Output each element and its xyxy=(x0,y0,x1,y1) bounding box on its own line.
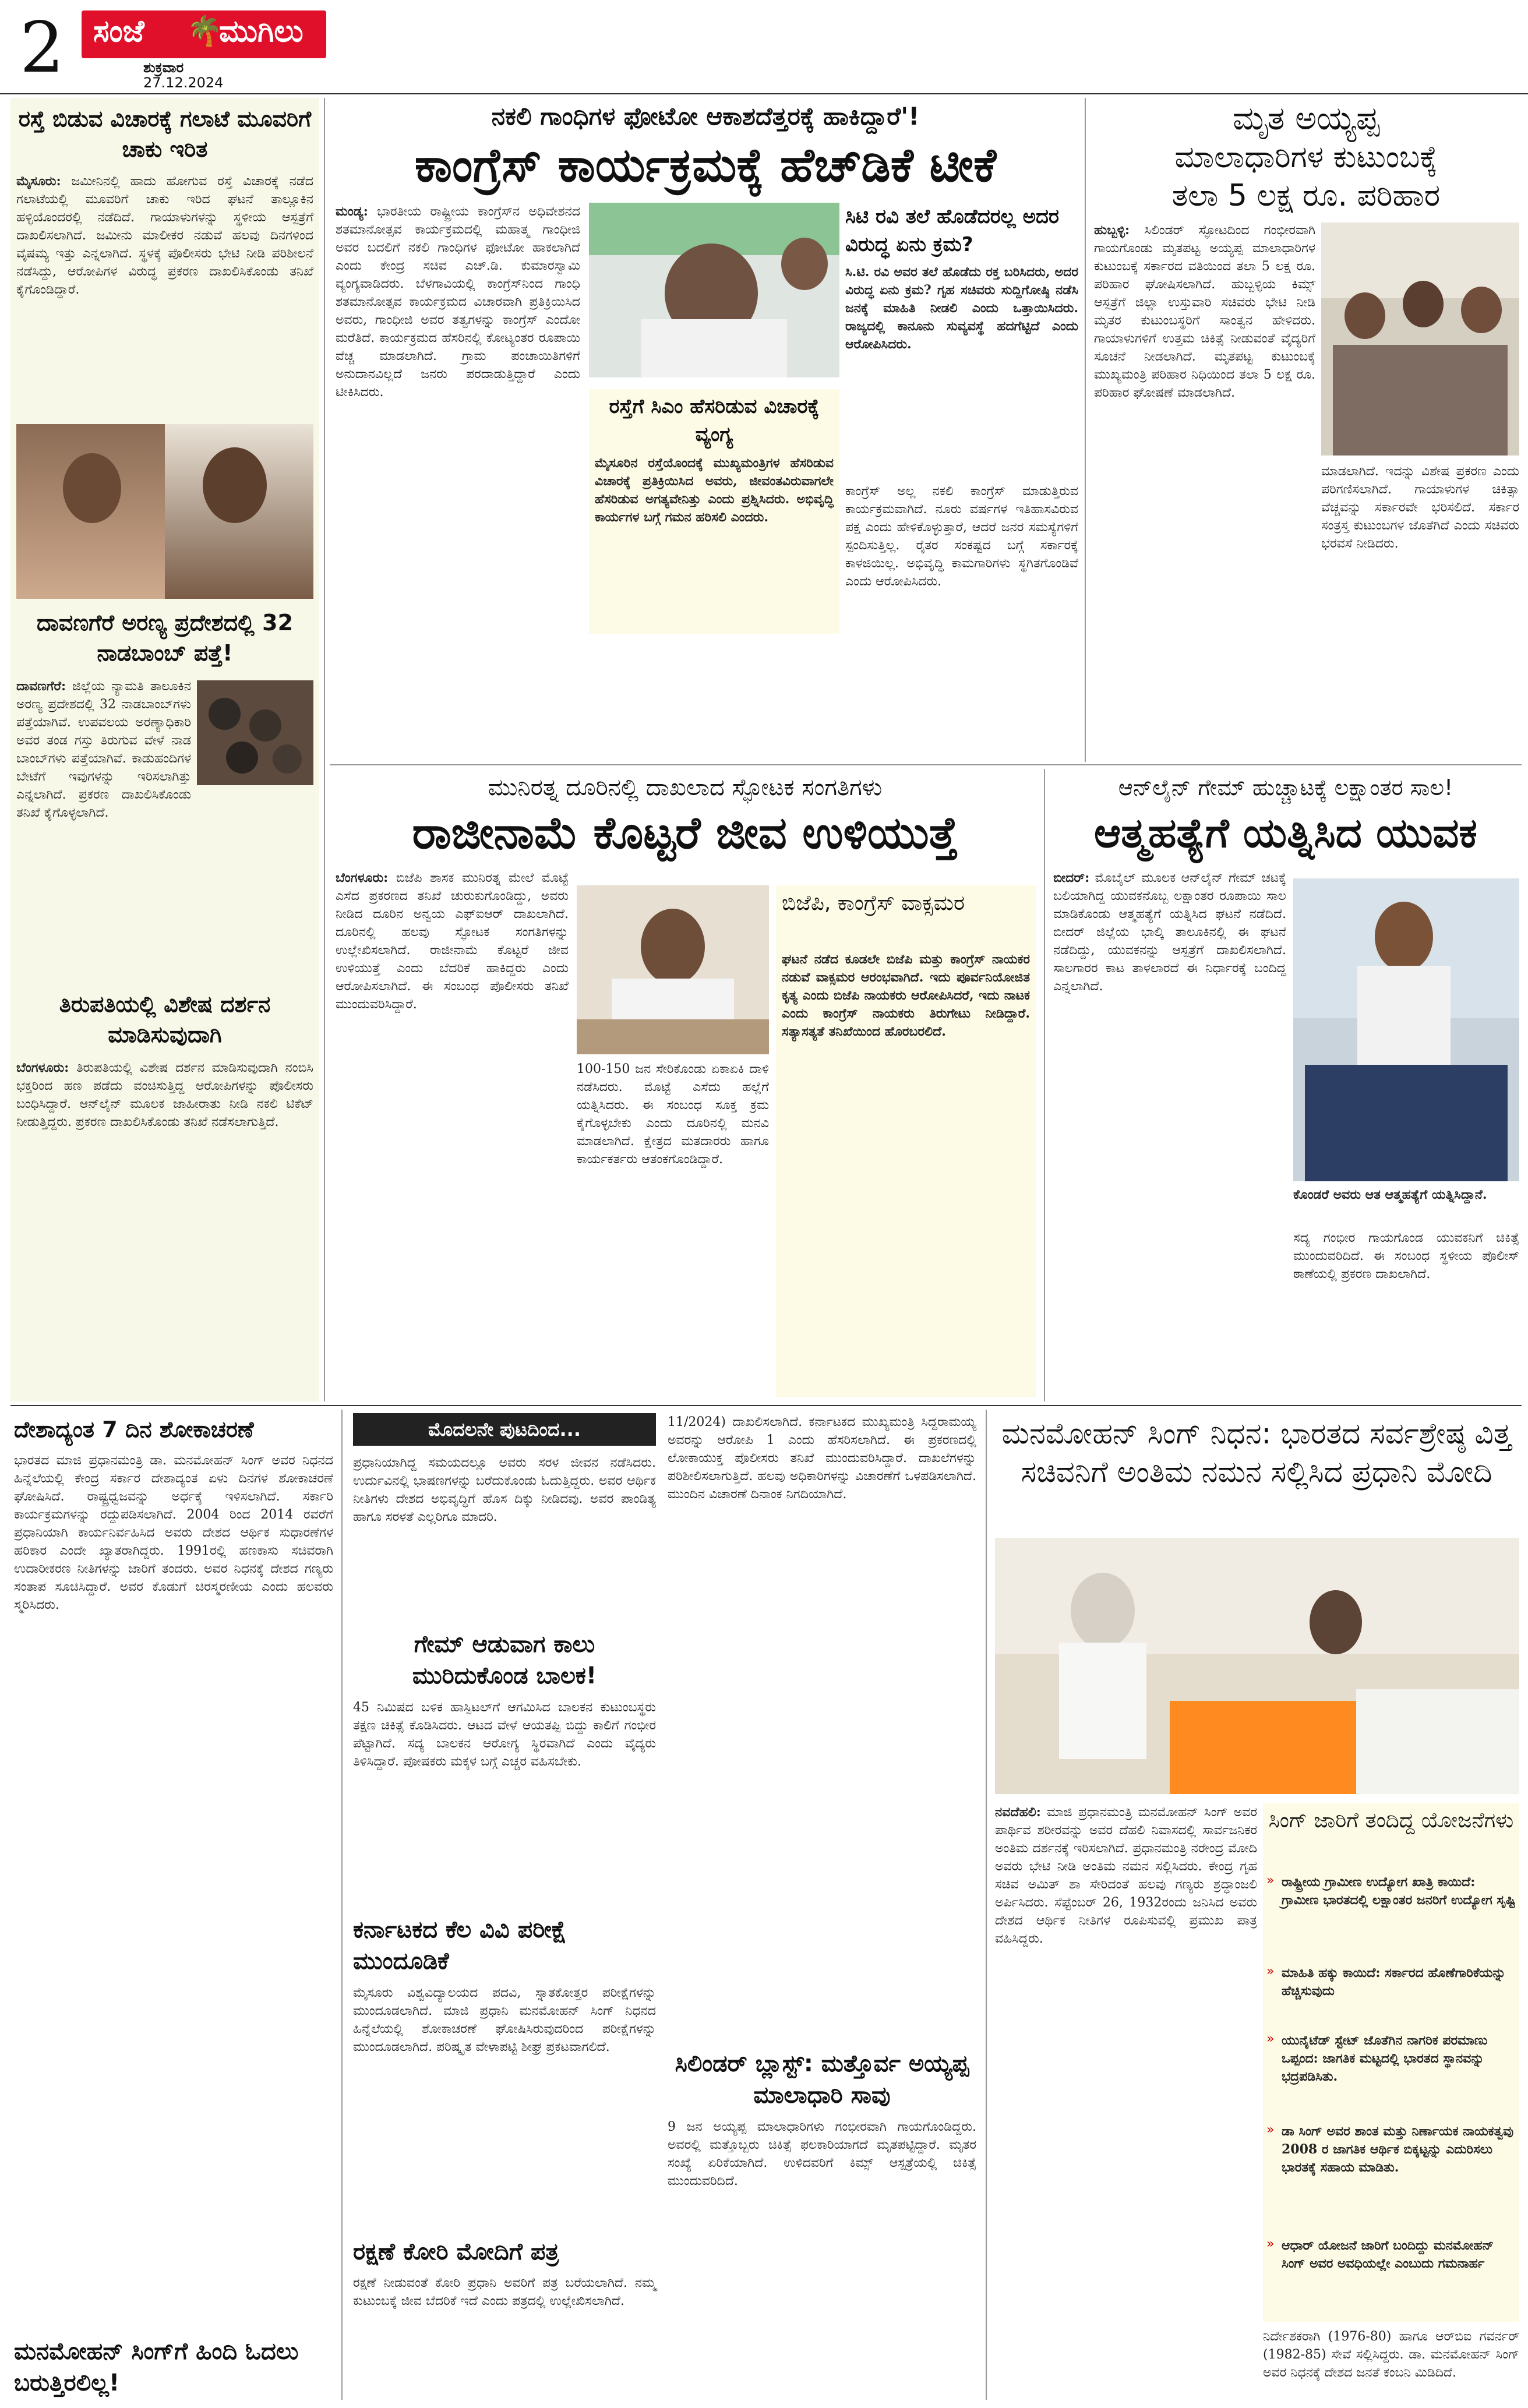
photo-munirathna xyxy=(577,885,769,1054)
story-headline-letter-modi: ರಕ್ಷಣೆ ಕೋರಿ ಮೋದಿಗೆ ಪತ್ರ xyxy=(353,2238,559,2265)
story-headline-bombs: ದಾವಣಗೆರೆ ಅರಣ್ಯ ಪ್ರದೇಶದಲ್ಲಿ 32 ನಾಡಬಾಂಬ್ ಪತ್ತೆ! xyxy=(36,610,294,666)
bottom-right-story xyxy=(991,1410,1522,2400)
story-body-ayyappa xyxy=(1094,221,1315,757)
story-text: ತಿರುಪತಿಯಲ್ಲಿ ವಿಶೇಷ ದರ್ಶನ ಮಾಡಿಸುವುದಾಗಿ ನಂಬಿಸಿ ಭಕ್ತರಿಂದ ಹಣ ಪಡೆದು ವಂಚಿಸುತ್ತಿದ್ದ ಆರೋಪಿಗಳನ್ನು ಪೊಲೀಸರು ಬಂಧಿಸಿದ್ದಾರೆ. ಆನ್‌ಲೈನ್ ಮೂಲಕ ಜಾಹೀರಾತು ನೀಡಿ ನಕಲಿ ಟಿಕೆಟ್‌ ನೀಡುತ್ತಿದ್ದರು. ಪ್ರಕರಣ ದಾಖಲಿಸಿಕೊಂಡು ತನಿಖೆ ನಡೆಸಲಾಗುತ್ತಿದೆ. xyxy=(16,1061,313,1129)
story-text: ಮೊಬೈಲ್ ಮೂಲಕ ಆನ್‌ಲೈನ್ ಗೇಮ್ ಚಟಕ್ಕೆ ಬಲಿಯಾಗಿದ್ದ ಯುವಕನೊಬ್ಬ ಲಕ್ಷಾಂತರ ರೂಪಾಯಿ ಸಾಲ ಮಾಡಿಕೊಂಡು ಆತ್ಮಹತ್ಯೆಗೆ ಯತ್ನಿಸಿದ ಘಟನೆ ನಡೆದಿದೆ. ಬೀದರ್ ಜಿಲ್ಲೆಯ ಭಾಲ್ಕಿ ತಾಲೂಕಿನಲ್ಲಿ ಈ ಘಟನೆ ನಡೆದಿದ್ದು, ಯುವಕನನ್ನು ಆಸ್ಪತ್ರೆಗೆ ದಾಖಲಿಸಲಾಗಿದೆ. ಸಾಲಗಾರರ ಕಾಟ ತಾಳಲಾರದೆ ಈ ನಿರ್ಧಾರಕ್ಕೆ ಬಂದಿದ್ದ ಎನ್ನಲಾಗಿದೆ. xyxy=(1053,871,1286,994)
dateline: ದಾವಣಗೆರೆ: xyxy=(16,679,66,694)
bottom-left-column xyxy=(10,1410,337,2400)
story-body-bombs xyxy=(16,677,191,980)
story-kicker-online-game: ಆನ್‌ಲೈನ್ ಗೇಮ್ ಹುಚ್ಚಾಟಕ್ಕೆ ಲಕ್ಷಾಂತರ ಸಾಲ! xyxy=(1118,775,1453,800)
schemes-item xyxy=(1266,2237,1516,2318)
column-divider xyxy=(1085,98,1086,762)
story-body-tirupati xyxy=(16,1059,313,1397)
story-body-game-boy: 45 ನಿಮಿಷದ ಬಳಿಕ ಹಾಸ್ಪಿಟಲ್‌ಗೆ ಆಗಮಿಸಿದ ಬಾಲಕನ ಕುಟುಂಬಸ್ಥರು ತಕ್ಷಣ ಚಿಕಿತ್ಸೆ ಕೊಡಿಸಿದರು. ಆಟದ ವೇಳೆ ಆಯತಪ್ಪಿ ಬಿದ್ದು ಕಾಲಿಗೆ ಗಂಭೀರ ಪೆಟ್ಟಾಗಿದೆ. ಸದ್ಯ ಬಾಲಕನ ಆರೋಗ್ಯ ಸ್ಥಿರವಾಗಿದೆ ಎಂದು ವೈದ್ಯರು ತಿಳಿಸಿದ್ದಾರೆ. ಪೋಷಕರು ಮಕ್ಕಳ ಬಗ್ಗೆ ಎಚ್ಚರ ವಹಿಸಬೇಕು. xyxy=(353,1700,656,1769)
sidebar-headline-ct-ravi: ಸಿಟಿ ರವಿ ತಲೆ ಹೊಡೆದರಲ್ಲ ಅದರ ವಿರುದ್ಧ ಏನು ಕ್ರಮ? xyxy=(845,205,1059,256)
section-rule xyxy=(10,1405,1522,1406)
story-headline-ayyappa-3: ತಲಾ 5 ಲಕ್ಷ ರೂ. ಪರಿಹಾರ xyxy=(1171,178,1441,213)
pointer-icon: » xyxy=(1266,1964,1275,1979)
story-headline-ayyappa-2: ಮಾಲಾಧಾರಿಗಳ ಕುಟುಂಬಕ್ಕೆ xyxy=(1174,140,1438,175)
masthead-rule xyxy=(0,93,1528,94)
story-headline-manmohan: ಮನಮೋಹನ್ ಸಿಂಗ್ ನಿಧನ: ಭಾರತದ ಸರ್ವಶ್ರೇಷ್ಠ ವಿತ್ತ ಸಚಿವನಿಗೆ ಅಂತಿಮ ನಮನ ಸಲ್ಲಿಸಿದ ಪ್ರಧಾನಿ ಮೋದಿ xyxy=(1001,1417,1512,1489)
page-number: 2 xyxy=(20,8,65,89)
story-body-cylinder-blast: 9 ಜನ ಅಯ್ಯಪ್ಪ ಮಾಲಾಧಾರಿಗಳು ಗಂಭೀರವಾಗಿ ಗಾಯಗೊಂಡಿದ್ದರು. ಅವರಲ್ಲಿ ಮತ್ತೊಬ್ಬರು ಚಿಕಿತ್ಸೆ ಫಲಕಾರಿಯಾಗದೆ ಮೃತಪಟ್ಟಿದ್ದಾರೆ. ಮೃತರ ಸಂಖ್ಯೆ ಏರಿಕೆಯಾಗಿದೆ. ಉಳಿದವರಿಗೆ ಕಿಮ್ಸ್ ಆಸ್ಪತ್ರೆಯಲ್ಲಿ ಚಿಕಿತ್ಸೆ ಮುಂದುವರಿದಿದೆ. xyxy=(668,2120,976,2188)
dateline: ಮೈಸೂರು: xyxy=(16,174,61,189)
schemes-item-text: ಮಾಹಿತಿ ಹಕ್ಕು ಕಾಯಿದೆ: ಸರ್ಕಾರದ ಹೊಣೆಗಾರಿಕೆಯನ್ನು ಹೆಚ್ಚಿಸುವುದು xyxy=(1282,1965,1506,1999)
story-headline-hindi: ಮನಮೋಹನ್ ಸಿಂಗ್‌ಗೆ ಹಿಂದಿ ಓದಲು ಬರುತ್ತಿರಲಿಲ್ಲ! xyxy=(14,2338,299,2396)
continued-strip xyxy=(353,1413,656,1446)
pointer-icon: » xyxy=(1266,2032,1275,2046)
dateline: ಬೀದರ್: xyxy=(1053,870,1090,885)
mid-right-story xyxy=(1050,769,1522,1401)
column-divider xyxy=(986,1410,987,2400)
schemes-box-title: ಸಿಂಗ್ ಜಾರಿಗೆ ತಂದಿದ್ದ ಯೋಜನೆಗಳು xyxy=(1268,1809,1514,1833)
pointer-icon: » xyxy=(1266,2237,1275,2251)
story-body-hdk-continued: ಕಾಂಗ್ರೆಸ್ ಅಲ್ಲ ನಕಲಿ ಕಾಂಗ್ರೆಸ್ ಮಾಡುತ್ತಿರುವ ಕಾರ್ಯಕ್ರಮವಾಗಿದೆ. ನೂರು ವರ್ಷಗಳ ಇತಿಹಾಸವಿರುವ ಪಕ್ಷ ಎಂದು ಹೇಳಿಕೊಳ್ಳುತ್ತಾರೆ, ಆದರೆ ಜನರ ಸಮಸ್ಯೆಗಳಿಗೆ ಸ್ಪಂದಿಸುತ್ತಿಲ್ಲ. ರೈತರ ಸಂಕಷ್ಟದ ಬಗ್ಗೆ ಸರ್ಕಾರಕ್ಕೆ ಕಾಳಜಿಯಿಲ್ಲ. ಅಭಿವೃದ್ಧಿ ಕಾಮಗಾರಿಗಳು ಸ್ಥಗಿತಗೊಂಡಿವೆ ಎಂದು ಆರೋಪಿಸಿದರು. xyxy=(845,484,1078,589)
photo-caption-youth: ಕೊಂಡರೆ ಅವರು ಆತ ಆತ್ಮಹತ್ಯೆಗೆ ಯತ್ನಿಸಿದ್ದಾನೆ. xyxy=(1293,1187,1487,1202)
photo-injured-men xyxy=(16,424,313,599)
dateline: ಬೆಂಗಳೂರು: xyxy=(336,870,389,885)
top-right-story xyxy=(1091,98,1522,762)
sidebar-body-cm-road: ಮೈಸೂರಿನ ರಸ್ತೆಯೊಂದಕ್ಕೆ ಮುಖ್ಯಮಂತ್ರಿಗಳ ಹೆಸರಿಡುವ ವಿಚಾರಕ್ಕೆ ಪ್ರತಿಕ್ರಿಯಿಸಿದ ಅವರು, ಜೀವಂತವಿರುವಾಗಲೇ ಹೆಸರಿಡುವ ಅಗತ್ಯವೇನಿತ್ತು ಎಂದು ಪ್ರಶ್ನಿಸಿದರು. ಅಭಿವೃದ್ಧಿ ಕಾರ್ಯಗಳ ಬಗ್ಗೆ ಗಮನ ಹರಿಸಲಿ ಎಂದರು. xyxy=(595,456,834,525)
sidebar-box-war-of-words xyxy=(776,885,1036,1397)
column-divider xyxy=(324,98,325,1401)
story-kicker-munirathna: ಮುನಿರತ್ನ ದೂರಿನಲ್ಲಿ ದಾಖಲಾದ ಸ್ಫೋಟಕ ಸಂಗತಿಗಳು xyxy=(488,774,883,801)
schemes-item-text: ಆಧಾರ್ ಯೋಜನೆ ಜಾರಿಗೆ ಬಂದಿದ್ದು ಮನಮೋಹನ್ ಸಿಂಗ್ ಅವರ ಅವಧಿಯಲ್ಲೇ ಎಂಬುದು ಗಮನಾರ್ಹ xyxy=(1282,2238,1494,2271)
column-divider xyxy=(1044,769,1045,1401)
bottom-mid-column xyxy=(347,1410,982,2400)
paper-name-a: ಸಂಜೆ xyxy=(93,14,144,49)
story-body-ayyappa-continued: ಮಾಡಲಾಗಿದೆ. ಇದನ್ನು ವಿಶೇಷ ಪ್ರಕರಣ ಎಂದು ಪರಿಗಣಿಸಲಾಗಿದೆ. ಗಾಯಾಳುಗಳ ಚಿಕಿತ್ಸಾ ವೆಚ್ಚವನ್ನು ಸರ್ಕಾರವೇ ಭರಿಸಲಿದೆ. ಸರ್ಕಾರ ಸಂತ್ರಸ್ತ ಕುಟುಂಬಗಳ ಜೊತೆಗಿದೆ ಎಂದು ಸಚಿವರು ಭರವಸೆ ನೀಡಿದರು. xyxy=(1321,464,1519,551)
sidebar-body-war-of-words: ಘಟನೆ ನಡೆದ ಕೂಡಲೇ ಬಿಜೆಪಿ ಮತ್ತು ಕಾಂಗ್ರೆಸ್ ನಾಯಕರ ನಡುವೆ ವಾಕ್ಸಮರ ಆರಂಭವಾಗಿದೆ. ಇದು ಪೂರ್ವನಿಯೋಜಿತ ಕೃತ್ಯ ಎಂದು ಬಿಜೆಪಿ ನಾಯಕರು ಆರೋಪಿಸಿದರೆ, ಇದು ನಾಟಕ ಎಂದು ಕಾಂಗ್ರೆಸ್ ನಾಯಕರು ತಿರುಗೇಟು ನೀಡಿದ್ದಾರೆ. ಸತ್ಯಾಸತ್ಯತೆ ತನಿಖೆಯಿಂದ ಹೊರಬರಲಿದೆ. xyxy=(782,952,1030,1039)
schemes-item xyxy=(1266,2123,1516,2233)
paper-name-b: ಮುಗಿಲು xyxy=(219,14,304,49)
story-headline-game-boy: ಗೇಮ್ ಆಡುವಾಗ ಕಾಲು ಮುರಿದುಕೊಂಡ ಬಾಲಕ! xyxy=(412,1631,597,1689)
sidebar-headline-war-of-words: ಬಿಜೆಪಿ, ಕಾಂಗ್ರೆಸ್ ವಾಕ್ಸಮರ xyxy=(782,891,965,915)
pointer-icon: » xyxy=(1266,1873,1275,1888)
story-kicker-hdk: ನಕಲಿ ಗಾಂಧಿಗಳ ಫೋಟೋ ಆಕಾಶದೆತ್ತರಕ್ಕೆ ಹಾಕಿದ್ದಾರೆ'! xyxy=(491,102,920,130)
sidebar-box-cm-road xyxy=(589,389,839,634)
continued-strip-label: ಮೊದಲನೇ ಪುಟದಿಂದ... xyxy=(428,1418,581,1440)
sidebar-body-ct-ravi: ಸಿ.ಟಿ. ರವಿ ಅವರ ತಲೆ ಹೊಡೆದು ರಕ್ತ ಬರಿಸಿದರು, ಅದರ ವಿರುದ್ಧ ಏನು ಕ್ರಮ? ಗೃಹ ಸಚಿವರು ಸುದ್ದಿಗೋಷ್ಠಿ ನಡೆಸಿ ಜನಕ್ಕೆ ಮಾಹಿತಿ ನೀಡಲಿ ಎಂದು ಒತ್ತಾಯಿಸಿದರು. ರಾಜ್ಯದಲ್ಲಿ ಕಾನೂನು ಸುವ್ಯವಸ್ಥೆ ಹದಗೆಟ್ಟಿದೆ ಎಂದು ಆರೋಪಿಸಿದರು. xyxy=(845,264,1078,352)
story-body-hdk xyxy=(336,203,580,756)
story-headline-exam-postponed: ಕರ್ನಾಟಕದ ಕೆಲ ವಿವಿ ಪರೀಕ್ಷೆ ಮುಂದೂಡಿಕೆ xyxy=(353,1916,567,1975)
masthead-logo xyxy=(82,10,326,58)
masthead-date: 27.12.2024 xyxy=(143,75,224,91)
story-headline-cylinder-blast: ಸಿಲಿಂಡರ್ ಬ್ಲಾಸ್ಟ್: ಮತ್ತೊರ್ವ ಅಯ್ಯಪ್ಪ ಮಾಲಾಧಾರಿ ಸಾವು xyxy=(675,2050,969,2109)
story-headline-munirathna: ರಾಜೀನಾಮೆ ಕೊಟ್ಟರೆ ಜೀವ ಉಳಿಯುತ್ತೆ xyxy=(412,807,958,859)
schemes-item xyxy=(1266,1964,1516,2028)
story-body-manmohan-continued: ನಿರ್ದೇಶಕರಾಗಿ (1976-80) ಹಾಗೂ ಆರ್‌ಬಿಐ ಗವರ್ನರ್ (1982-85) ಸೇವೆ ಸಲ್ಲಿಸಿದ್ದರು. ಡಾ. ಮನಮೋಹನ್ ಸಿಂಗ್ ಅವರ ನಿಧನಕ್ಕೆ ದೇಶದ ಜನತೆ ಕಂಬನಿ ಮಿಡಿದಿದೆ. xyxy=(1263,2329,1519,2380)
sidebar-headline-cm-road: ರಸ್ತೆಗೆ ಸಿಎಂ ಹೆಸರಿಡುವ ವಿಚಾರಕ್ಕೆ ವ್ಯಂಗ್ಯ xyxy=(609,395,820,446)
story-text: ಭಾರತೀಯ ರಾಷ್ಟ್ರೀಯ ಕಾಂಗ್ರೆಸ್‌ನ ಅಧಿವೇಶನದ ಶತಮಾನೋತ್ಸವ ಕಾರ್ಯಕ್ರಮದಲ್ಲಿ ಮಹಾತ್ಮ ಗಾಂಧೀಜಿ ಅವರ ಬದಲಿಗೆ ನಕಲಿ ಗಾಂಧಿಗಳ ಫೋಟೋ ಹಾಕಲಾಗಿದೆ ಎಂದು ಕೇಂದ್ರ ಸಚಿವ ಎಚ್.ಡಿ. ಕುಮಾರಸ್ವಾಮಿ ವ್ಯಂಗ್ಯವಾಡಿದರು. ಬೆಳಗಾವಿಯಲ್ಲಿ ಕಾಂಗ್ರೆಸ್‌ನಿಂದ ಗಾಂಧಿ ಶತಮಾನೋತ್ಸವ ಕಾರ್ಯಕ್ರಮದ ವಿಚಾರವಾಗಿ ಪ್ರತಿಕ್ರಿಯಿಸಿದ ಅವರು, ಗಾಂಧೀಜಿ ಅವರ ತತ್ವಗಳನ್ನು ಕಾಂಗ್ರೆಸ್ ಎಂದೋ ಮರೆತಿದೆ. ಕಾರ್ಯಕ್ರಮದ ಹೆಸರಿನಲ್ಲಿ ಕೋಟ್ಯಂತರ ರೂಪಾಯಿ ವೆಚ್ಚ ಮಾಡಲಾಗಿದೆ. ಗ್ರಾಮ ಪಂಚಾಯಿತಿಗಳಿಗೆ ಅನುದಾನವಿಲ್ಲದೆ ಜನರು ಪರದಾಡುತ್ತಿದ್ದಾರೆ ಎಂದು ಟೀಕಿಸಿದರು. xyxy=(336,204,581,400)
column-divider xyxy=(341,1410,343,2400)
photo-minister-visit xyxy=(1321,223,1519,456)
dateline: ಮಂಡ್ಯ: xyxy=(336,204,368,219)
schemes-item xyxy=(1266,2032,1516,2119)
photo-country-bombs xyxy=(197,680,313,785)
masthead-day: ಶುಕ್ರವಾರ xyxy=(143,59,184,76)
story-headline-mourning: ದೇಶಾದ್ಯಂತ 7 ದಿನ ಶೋಕಾಚರಣೆ xyxy=(14,1417,254,1442)
story-headline-tirupati: ತಿರುಪತಿಯಲ್ಲಿ ವಿಶೇಷ ದರ್ಶನ ಮಾಡಿಸುವುದಾಗಿ xyxy=(59,991,271,1047)
story-body-munirathna-right: 100-150 ಜನ ಸೇರಿಕೊಂಡು ಏಕಾಏಕಿ ದಾಳಿ ನಡೆಸಿದರು. ಮೊಟ್ಟೆ ಎಸೆದು ಹಲ್ಲೆಗೆ ಯತ್ನಿಸಿದರು. ಈ ಸಂಬಂಧ ಸೂಕ್ತ ಕ್ರಮ ಕೈಗೊಳ್ಳಬೇಕು ಎಂದು ದೂರಿನಲ್ಲಿ ಮನವಿ ಮಾಡಲಾಗಿದೆ. ಕ್ಷೇತ್ರದ ಮತದಾರರು ಹಾಗೂ ಕಾರ್ಯಕರ್ತರು ಆತಂಕಗೊಂಡಿದ್ದಾರೆ. xyxy=(577,1062,769,1167)
masthead xyxy=(0,0,1528,93)
story-body-manmohan xyxy=(995,1803,1257,2395)
story-headline-hdk: ಕಾಂಗ್ರೆಸ್ ಕಾರ್ಯಕ್ರಮಕ್ಕೆ ಹೆಚ್‌ಡಿಕೆ ಟೀಕೆ xyxy=(414,138,997,192)
palm-icon: 🌴 xyxy=(186,14,223,48)
section-rule xyxy=(330,764,1522,765)
photo-modi-tribute xyxy=(995,1538,1519,1794)
story-headline-ayyappa-1: ಮೃತ ಅಯ್ಯಪ್ಪ xyxy=(1232,100,1380,137)
schemes-list xyxy=(1266,1873,1516,2318)
dateline: ಬೆಂಗಳೂರು: xyxy=(16,1060,69,1075)
story-body-online-game-continued: ಸದ್ಯ ಗಂಭೀರ ಗಾಯಗೊಂಡ ಯುವಕನಿಗೆ ಚಿಕಿತ್ಸೆ ಮುಂದುವರಿದಿದೆ. ಈ ಸಂಬಂಧ ಸ್ಥಳೀಯ ಪೊಲೀಸ್ ಠಾಣೆಯಲ್ಲಿ ಪ್ರಕರಣ ದಾಖಲಾಗಿದೆ. xyxy=(1293,1231,1519,1281)
schemes-item-text: ಯುನೈಟೆಡ್ ಸ್ಟೇಟ್ ಜೊತೆಗಿನ ನಾಗರಿಕ ಪರಮಾಣು ಒಪ್ಪಂದ: ಜಾಗತಿಕ ಮಟ್ಟದಲ್ಲಿ ಭಾರತದ ಸ್ಥಾನವನ್ನು ಭದ್ರಪಡಿಸಿತು. xyxy=(1282,2033,1488,2084)
story-text: ಸಿಲಿಂಡರ್ ಸ್ಫೋಟದಿಂದ ಗಂಭೀರವಾಗಿ ಗಾಯಗೊಂಡು ಮೃತಪಟ್ಟ ಅಯ್ಯಪ್ಪ ಮಾಲಾಧಾರಿಗಳ ಕುಟುಂಬಕ್ಕೆ ಸರ್ಕಾರದ ವತಿಯಿಂದ ತಲಾ 5 ಲಕ್ಷ ರೂ. ಪರಿಹಾರ ಘೋಷಿಸಲಾಗಿದೆ. ಹುಬ್ಬಳ್ಳಿಯ ಕಿಮ್ಸ್ ಆಸ್ಪತ್ರೆಗೆ ಜಿಲ್ಲಾ ಉಸ್ತುವಾರಿ ಸಚಿವರು ಭೇಟಿ ನೀಡಿ ಮೃತರ ಕುಟುಂಬಸ್ಥರಿಗೆ ಸಾಂತ್ವನ ಹೇಳಿದರು. ಗಾಯಾಳುಗಳಿಗೆ ಉತ್ತಮ ಚಿಕಿತ್ಸೆ ನೀಡುವಂತೆ ವೈದ್ಯರಿಗೆ ಸೂಚನೆ ನೀಡಲಾಗಿದೆ. ಮೃತಪಟ್ಟ ಕುಟುಂಬಕ್ಕೆ ಮುಖ್ಯಮಂತ್ರಿ ಪರಿಹಾರ ನಿಧಿಯಿಂದ ತಲಾ 5 ಲಕ್ಷ ರೂ. ಪರಿಹಾರ ಘೋಷಣೆ ಮಾಡಲಾಗಿದೆ. xyxy=(1094,223,1315,400)
sidebar-box-ct-ravi xyxy=(845,203,1078,442)
story-body-munirathna xyxy=(336,869,569,1397)
photo-youth-bike xyxy=(1293,878,1519,1181)
story-text: ಮಾಜಿ ಪ್ರಧಾನಮಂತ್ರಿ ಮನಮೋಹನ್ ಸಿಂಗ್ ಅವರ ಪಾರ್ಥಿವ ಶರೀರವನ್ನು ಅವರ ದೆಹಲಿ ನಿವಾಸದಲ್ಲಿ ಸಾರ್ವಜನಿಕರ ಅಂತಿಮ ದರ್ಶನಕ್ಕೆ ಇರಿಸಲಾಗಿದೆ. ಪ್ರಧಾನಮಂತ್ರಿ ನರೇಂದ್ರ ಮೋದಿ ಅವರು ಭೇಟಿ ನೀಡಿ ಅಂತಿಮ ನಮನ ಸಲ್ಲಿಸಿದರು. ಕೇಂದ್ರ ಗೃಹ ಸಚಿವ ಅಮಿತ್ ಶಾ ಸೇರಿದಂತೆ ಹಲವು ಗಣ್ಯರು ಶ್ರದ್ಧಾಂಜಲಿ ಅರ್ಪಿಸಿದರು. ಸೆಪ್ಟೆಂಬರ್ 26, 1932ರಂದು ಜನಿಸಿದ ಅವರು ದೇಶದ ಆರ್ಥಿಕ ನೀತಿಗಳ ರೂಪಿಸುವಲ್ಲಿ ಪ್ರಮುಖ ಪಾತ್ರ ವಹಿಸಿದ್ದರು. xyxy=(995,1805,1257,1946)
story-body-letter-modi: ರಕ್ಷಣೆ ನೀಡುವಂತೆ ಕೋರಿ ಪ್ರಧಾನಿ ಅವರಿಗೆ ಪತ್ರ ಬರೆಯಲಾಗಿದೆ. ನಮ್ಮ ಕುಟುಂಬಕ್ಕೆ ಜೀವ ಬೆದರಿಕೆ ಇದೆ ಎಂದು ಪತ್ರದಲ್ಲಿ ಉಲ್ಲೇಖಿಸಲಾಗಿದೆ. xyxy=(353,2276,656,2308)
dateline: ನವದೆಹಲಿ: xyxy=(995,1805,1041,1820)
story-body-continued-intro: ಪ್ರಧಾನಿಯಾಗಿದ್ದ ಸಮಯದಲ್ಲೂ ಅವರು ಸರಳ ಜೀವನ ನಡೆಸಿದರು. ಉರ್ದುವಿನಲ್ಲಿ ಭಾಷಣಗಳನ್ನು ಬರೆದುಕೊಂಡು ಓದುತ್ತಿದ್ದರು. ಅವರ ಆರ್ಥಿಕ ನೀತಿಗಳು ದೇಶದ ಅಭಿವೃದ್ಧಿಗೆ ಹೊಸ ದಿಕ್ಕು ನೀಡಿದವು. ಅವರ ಪಾಂಡಿತ್ಯ ಹಾಗೂ ಸರಳತೆ ಎಲ್ಲರಿಗೂ ಮಾದರಿ. xyxy=(353,1456,656,1524)
story-body-continued-col2: 11/2024) ದಾಖಲಿಸಲಾಗಿದೆ. ಕರ್ನಾಟಕದ ಮುಖ್ಯಮಂತ್ರಿ ಸಿದ್ದರಾಮಯ್ಯ ಅವರನ್ನು ಆರೋಪಿ 1 ಎಂದು ಹೆಸರಿಸಲಾಗಿದೆ. ಈ ಪ್ರಕರಣದಲ್ಲಿ ಲೋಕಾಯುಕ್ತ ಪೊಲೀಸರು ತನಿಖೆ ಮುಂದುವರಿಸಿದ್ದಾರೆ. ದಾಖಲೆಗಳನ್ನು ಪರಿಶೀಲಿಸಲಾಗುತ್ತಿದೆ. ಹಲವು ಅಧಿಕಾರಿಗಳನ್ನು ವಿಚಾರಣೆಗೆ ಒಳಪಡಿಸಲಾಗಿದೆ. ಮುಂದಿನ ವಿಚಾರಣೆ ದಿನಾಂಕ ನಿಗದಿಯಾಗಿದೆ. xyxy=(668,1415,976,1502)
story-body-exam-postponed: ಮೈಸೂರು ವಿಶ್ವವಿದ್ಯಾಲಯದ ಪದವಿ, ಸ್ನಾತಕೋತ್ತರ ಪರೀಕ್ಷೆಗಳನ್ನು ಮುಂದೂಡಲಾಗಿದೆ. ಮಾಜಿ ಪ್ರಧಾನಿ ಮನಮೋಹನ್ ಸಿಂಗ್ ನಿಧನದ ಹಿನ್ನೆಲೆಯಲ್ಲಿ ಶೋಕಾಚರಣೆ ಘೋಷಿಸಿರುವುದರಿಂದ ಪರೀಕ್ಷೆಗಳನ್ನು ಮುಂದೂಡಲಾಗಿದೆ. ಪರಿಷ್ಕೃತ ವೇಳಾಪಟ್ಟಿ ಶೀಘ್ರ ಪ್ರಕಟವಾಗಲಿದೆ. xyxy=(353,1986,656,2054)
story-text: ಜಿಲ್ಲೆಯ ನ್ಯಾಮತಿ ತಾಲೂಕಿನ ಅರಣ್ಯ ಪ್ರದೇಶದಲ್ಲಿ 32 ನಾಡಬಾಂಬ್‌ಗಳು ಪತ್ತೆಯಾಗಿವೆ. ಉಪವಲಯ ಅರಣ್ಯಾಧಿಕಾರಿ ಅವರ ತಂಡ ಗಸ್ತು ತಿರುಗುವ ವೇಳೆ ನಾಡ ಬಾಂಬ್‌ಗಳು ಪತ್ತೆಯಾಗಿವೆ. ಕಾಡುಹಂದಿಗಳ ಬೇಟೆಗೆ ಇವುಗಳನ್ನು ಇರಿಸಲಾಗಿತ್ತು ಎನ್ನಲಾಗಿದೆ. ಪ್ರಕರಣ ದಾಖಲಿಸಿಕೊಂಡು ತನಿಖೆ ಕೈಗೊಳ್ಳಲಾಗಿದೆ. xyxy=(16,679,191,820)
pointer-icon: » xyxy=(1266,2123,1275,2137)
schemes-item-text: ಡಾ ಸಿಂಗ್ ಅವರ ಶಾಂತ ಮತ್ತು ನಿರ್ಣಾಯಕ ನಾಯಕತ್ವವು 2008 ರ ಜಾಗತಿಕ ಆರ್ಥಿಕ ಬಿಕ್ಕಟ್ಟನ್ನು ಎದುರಿಸಲು ಭಾರತಕ್ಕೆ ಸಹಾಯ ಮಾಡಿತು. xyxy=(1282,2124,1514,2175)
top-center-story xyxy=(330,98,1081,762)
photo-hdk-press xyxy=(589,203,839,377)
story-headline-road-fight: ರಸ್ತೆ ಬಿಡುವ ವಿಚಾರಕ್ಕೆ ಗಲಾಟೆ ಮೂವರಿಗೆ ಚಾಕು ಇರಿತ xyxy=(18,106,312,162)
left-column xyxy=(10,98,319,1401)
dateline: ಹುಬ್ಬಳ್ಳಿ: xyxy=(1094,223,1130,238)
story-text: ಜಮೀನಿನಲ್ಲಿ ಹಾದು ಹೋಗುವ ರಸ್ತೆ ವಿಚಾರಕ್ಕೆ ನಡೆದ ಗಲಾಟೆಯಲ್ಲಿ ಮೂವರಿಗೆ ಚಾಕು ಇರಿದ ಘಟನೆ ತಾಲ್ಲೂಕಿನ ಹಳ್ಳಿಯೊಂದರಲ್ಲಿ ನಡೆದಿದೆ. ಗಾಯಾಳುಗಳನ್ನು ಸ್ಥಳೀಯ ಆಸ್ಪತ್ರೆಗೆ ದಾಖಲಿಸಲಾಗಿದೆ. ಜಮೀನು ಮಾಲೀಕರ ನಡುವೆ ಹಲವು ದಿನಗಳಿಂದ ವೈಷಮ್ಯ ಇತ್ತು ಎನ್ನಲಾಗಿದೆ. ಸ್ಥಳಕ್ಕೆ ಪೊಲೀಸರು ಭೇಟಿ ನೀಡಿ ಪರಿಶೀಲನೆ ನಡೆಸಿದ್ದು, ಆರೋಪಿಗಳ ವಿರುದ್ಧ ಪ್ರಕರಣ ದಾಖಲಿಸಿಕೊಂಡು ತನಿಖೆ ಕೈಗೊಂಡಿದ್ದಾರೆ. xyxy=(16,174,313,297)
story-headline-online-game: ಆತ್ಮಹತ್ಯೆಗೆ ಯತ್ನಿಸಿದ ಯುವಕ xyxy=(1094,809,1477,857)
story-body-mourning: ಭಾರತದ ಮಾಜಿ ಪ್ರಧಾನಮಂತ್ರಿ ಡಾ. ಮನಮೋಹನ್ ಸಿಂಗ್ ಅವರ ನಿಧನದ ಹಿನ್ನೆಲೆಯಲ್ಲಿ ಕೇಂದ್ರ ಸರ್ಕಾರ ದೇಶಾದ್ಯಂತ ಏಳು ದಿನಗಳ ಶೋಕಾಚರಣೆ ಘೋಷಿಸಿದೆ. ರಾಷ್ಟ್ರಧ್ವಜವನ್ನು ಅರ್ಧಕ್ಕೆ ಇಳಿಸಲಾಗಿದೆ. ಸರ್ಕಾರಿ ಕಾರ್ಯಕ್ರಮಗಳನ್ನು ರದ್ದುಪಡಿಸಲಾಗಿದೆ. 2004 ರಿಂದ 2014 ರವರೆಗೆ ಪ್ರಧಾನಿಯಾಗಿ ಕಾರ್ಯನಿರ್ವಹಿಸಿದ ಅವರು ದೇಶದ ಆರ್ಥಿಕ ಸುಧಾರಣೆಗಳ ಹರಿಕಾರ ಎಂದೇ ಖ್ಯಾತರಾಗಿದ್ದರು. 1991ರಲ್ಲಿ ಹಣಕಾಸು ಸಚಿವರಾಗಿ ಉದಾರೀಕರಣ ನೀತಿಗಳನ್ನು ಜಾರಿಗೆ ತಂದರು. ಅವರ ನಿಧನಕ್ಕೆ ದೇಶದ ಗಣ್ಯರು ಸಂತಾಪ ಸೂಚಿಸಿದ್ದಾರೆ. ಅವರ ಕೊಡುಗೆ ಚಿರಸ್ಮರಣೀಯ ಎಂದು ಹಲವರು ಸ್ಮರಿಸಿದರು. xyxy=(14,1453,333,1612)
story-body-road-fight xyxy=(16,172,313,417)
story-text: ಬಿಜೆಪಿ ಶಾಸಕ ಮುನಿರತ್ನ ಮೇಲೆ ಮೊಟ್ಟೆ ಎಸೆದ ಪ್ರಕರಣದ ತನಿಖೆ ಚುರುಕುಗೊಂಡಿದ್ದು, ಅವರು ನೀಡಿದ ದೂರಿನ ಅನ್ವಯ ಎಫ್‌ಐಆರ್ ದಾಖಲಾಗಿದೆ. ದೂರಿನಲ್ಲಿ ಹಲವು ಸ್ಫೋಟಕ ಸಂಗತಿಗಳನ್ನು ಉಲ್ಲೇಖಿಸಲಾಗಿದೆ. ರಾಜೀನಾಮೆ ಕೊಟ್ಟರೆ ಜೀವ ಉಳಿಯುತ್ತೆ ಎಂದು ಬೆದರಿಕೆ ಹಾಕಿದ್ದರು ಎಂದು ಆರೋಪಿಸಲಾಗಿದೆ. ಈ ಸಂಬಂಧ ಪೊಲೀಸರು ತನಿಖೆ ಮುಂದುವರಿಸಿದ್ದಾರೆ. xyxy=(336,871,569,1012)
mid-center-story xyxy=(330,769,1040,1401)
story-body-online-game xyxy=(1053,869,1286,1397)
schemes-item xyxy=(1266,1873,1516,1961)
schemes-box xyxy=(1263,1803,1519,2322)
schemes-item-text: ರಾಷ್ಟ್ರೀಯ ಗ್ರಾಮೀಣ ಉದ್ಯೋಗ ಖಾತ್ರಿ ಕಾಯಿದೆ: ಗ್ರಾಮೀಣ ಭಾರತದಲ್ಲಿ ಲಕ್ಷಾಂತರ ಜನರಿಗೆ ಉದ್ಯೋಗ ಸೃಷ್ಟಿ xyxy=(1282,1874,1516,1908)
